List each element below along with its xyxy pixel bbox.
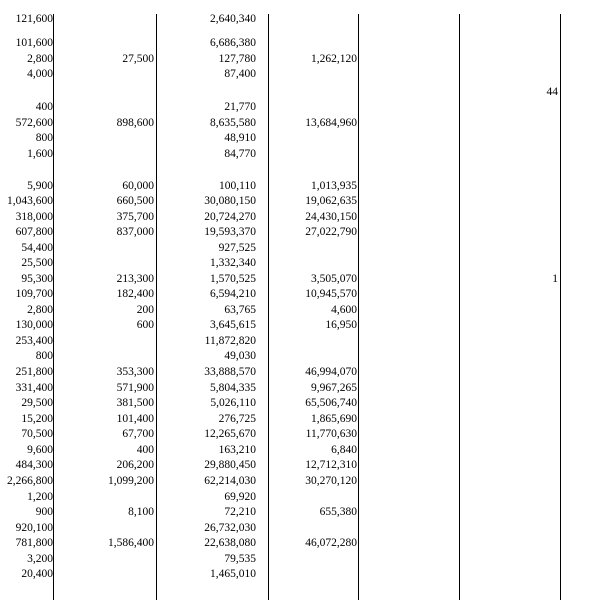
table-cell: 375,700 — [116, 211, 154, 223]
table-cell: 2,800 — [27, 304, 53, 316]
table-cell: 3,200 — [27, 553, 53, 565]
table-cell: 109,700 — [15, 288, 53, 300]
table-cell: 100,110 — [219, 180, 256, 192]
table-cell: 600 — [136, 319, 154, 331]
table-cell: 400 — [136, 444, 154, 456]
table-cell: 20,400 — [21, 568, 53, 580]
table-cell: 29,500 — [21, 397, 53, 409]
table-cell: 25,500 — [21, 257, 53, 269]
table-cell: 1,570,525 — [210, 273, 256, 285]
table-cell: 16,950 — [325, 319, 357, 331]
table-cell: 1,586,400 — [108, 537, 154, 549]
table-cell: 3,645,615 — [210, 319, 256, 331]
table-cell: 11,770,630 — [305, 428, 357, 440]
table-cell: 200 — [136, 304, 154, 316]
table-cell: 13,684,960 — [305, 117, 357, 129]
table-cell: 572,600 — [15, 117, 53, 129]
table-cell: 1,013,935 — [311, 180, 357, 192]
table-cell: 48,910 — [224, 132, 256, 144]
table-cell: 12,712,310 — [305, 459, 357, 471]
table-cell: 800 — [35, 132, 53, 144]
table-cell: 70,500 — [21, 428, 53, 440]
table-cell: 79,535 — [224, 553, 256, 565]
table-cell: 318,000 — [15, 211, 53, 223]
table-cell: 900 — [35, 506, 53, 518]
table-cell: 5,900 — [27, 180, 53, 192]
table-cell: 182,400 — [116, 288, 154, 300]
table-cell: 800 — [35, 350, 53, 362]
table-cell: 331,400 — [15, 382, 53, 394]
side-value: 44 — [546, 86, 558, 98]
table-cell: 253,400 — [15, 335, 53, 347]
table-cell: 2,266,800 — [7, 475, 53, 487]
table-cell: 9,600 — [27, 444, 53, 456]
table-cell: 87,400 — [224, 68, 256, 80]
table-cell: 11,872,820 — [204, 335, 256, 347]
table-cell: 6,686,380 — [210, 37, 256, 49]
table-cell: 1,043,600 — [7, 195, 53, 207]
table-cell: 49,030 — [224, 350, 256, 362]
table-cell: 26,732,030 — [204, 522, 256, 534]
table-cell: 72,210 — [224, 506, 256, 518]
table-cell: 1,332,340 — [210, 257, 256, 269]
table-cell: 3,505,070 — [311, 273, 357, 285]
table-cell: 5,026,110 — [210, 397, 256, 409]
table-cell: 276,725 — [218, 413, 256, 425]
table-cell: 29,880,450 — [204, 459, 256, 471]
table-cell: 67,700 — [122, 428, 154, 440]
table-cell: 46,994,070 — [305, 366, 357, 378]
table-cell: 21,770 — [224, 101, 256, 113]
table-cell: 6,594,210 — [210, 288, 256, 300]
table-cell: 1,600 — [27, 148, 53, 160]
table-cell: 8,100 — [128, 506, 154, 518]
table-cell: 84,770 — [224, 148, 256, 160]
column-rule — [358, 14, 359, 600]
column-rule — [156, 14, 157, 600]
table-cell: 20,724,270 — [204, 211, 256, 223]
table-cell: 6,840 — [331, 444, 357, 456]
table-cell: 1,200 — [27, 491, 53, 503]
table-cell: 353,300 — [116, 366, 154, 378]
table-cell: 130,000 — [15, 319, 53, 331]
table-cell: 781,800 — [15, 537, 53, 549]
table-cell: 571,900 — [116, 382, 154, 394]
table-cell: 121,600 — [15, 13, 53, 25]
table-cell: 920,100 — [15, 522, 53, 534]
table-cell: 2,800 — [27, 53, 53, 65]
table-cell: 1,262,120 — [311, 53, 357, 65]
table-cell: 5,804,335 — [210, 382, 256, 394]
table-cell: 65,506,740 — [305, 397, 357, 409]
table-cell: 213,300 — [116, 273, 154, 285]
table-cell: 1,465,010 — [210, 568, 256, 580]
table-cell: 69,920 — [224, 491, 256, 503]
table-cell: 27,022,790 — [305, 226, 357, 238]
table-cell: 62,214,030 — [204, 475, 256, 487]
column-rule — [53, 14, 54, 600]
column-rule — [268, 14, 269, 600]
table-cell: 19,062,635 — [305, 195, 357, 207]
table-cell: 898,600 — [116, 117, 154, 129]
table-cell: 206,200 — [116, 459, 154, 471]
table-cell: 8,635,580 — [210, 117, 256, 129]
table-cell: 127,780 — [218, 53, 256, 65]
table-cell: 95,300 — [21, 273, 53, 285]
column-rule — [459, 14, 460, 600]
side-value: 1 — [552, 273, 558, 285]
table-cell: 10,945,570 — [305, 288, 357, 300]
table-cell: 46,072,280 — [305, 537, 357, 549]
table-cell: 101,600 — [15, 37, 53, 49]
table-cell: 101,400 — [116, 413, 154, 425]
table-cell: 381,500 — [116, 397, 154, 409]
table-cell: 484,300 — [15, 459, 53, 471]
table-cell: 33,888,570 — [204, 366, 256, 378]
table-cell: 1,865,690 — [311, 413, 357, 425]
table-cell: 30,270,120 — [305, 475, 357, 487]
table-cell: 4,000 — [27, 68, 53, 80]
table-cell: 251,800 — [15, 366, 53, 378]
table-cell: 22,638,080 — [204, 537, 256, 549]
table-cell: 19,593,370 — [204, 226, 256, 238]
table-cell: 63,765 — [224, 304, 256, 316]
table-cell: 2,640,340 — [210, 13, 256, 25]
table-cell: 1,099,200 — [108, 475, 154, 487]
table-cell: 837,000 — [116, 226, 154, 238]
column-rule — [560, 14, 561, 600]
table-cell: 24,430,150 — [305, 211, 357, 223]
table-cell: 607,800 — [15, 226, 53, 238]
table-cell: 4,600 — [331, 304, 357, 316]
table-cell: 54,400 — [21, 242, 53, 254]
table-cell: 400 — [35, 101, 53, 113]
table-cell: 12,265,670 — [204, 428, 256, 440]
table-cell: 163,210 — [218, 444, 256, 456]
table-cell: 9,967,265 — [311, 382, 357, 394]
table-cell: 27,500 — [122, 53, 154, 65]
table-cell: 660,500 — [116, 195, 154, 207]
table-cell: 655,380 — [319, 506, 357, 518]
table-cell: 30,080,150 — [204, 195, 256, 207]
table-cell: 927,525 — [218, 242, 256, 254]
table-cell: 15,200 — [21, 413, 53, 425]
table-cell: 60,000 — [122, 180, 154, 192]
